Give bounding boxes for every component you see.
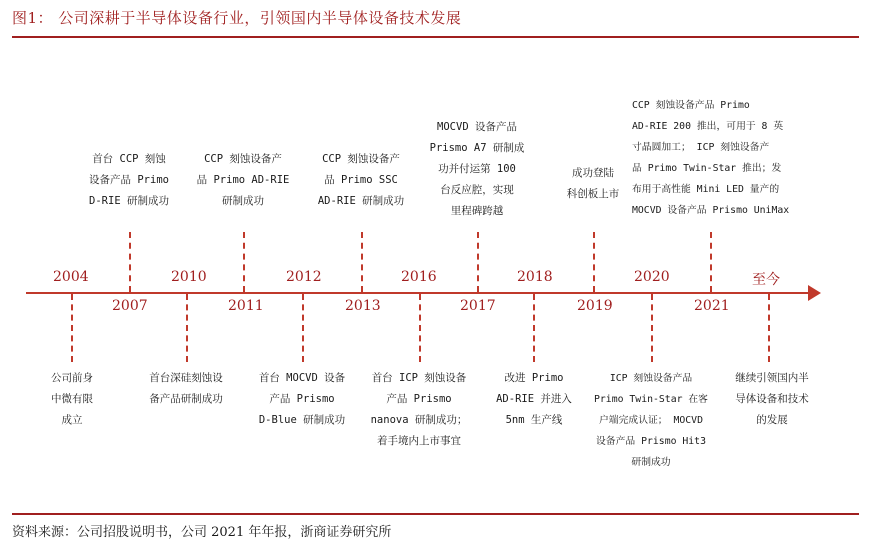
event-note-2013: CCP 刻蚀设备产 品 Primo SSC AD-RIE 研制成功 [317,153,405,207]
year-label: 2013 [345,298,381,314]
event-note-2018: 改进 Primo AD-RIE 并进入 5nm 生产线 [496,372,572,426]
year-label: 2019 [577,298,613,314]
year-label: 2021 [694,298,730,314]
year-label: 2017 [460,298,496,314]
connector-line [71,294,73,362]
event-note-2007: 首台 CCP 刻蚀 设备产品 Primo D-RIE 研制成功 [89,153,169,207]
connector-line [419,294,421,362]
connector-line [243,232,245,292]
connector-line [302,294,304,362]
connector-line [477,232,479,292]
year-label: 2018 [517,269,553,285]
event-note-present: 继续引领国内半 导体设备和技术 的发展 [735,372,809,426]
connector-line [533,294,535,362]
year-label: 2012 [286,269,322,285]
year-label: 2007 [112,298,148,314]
figure-title: 图1： 公司深耕于半导体设备行业，引领国内半导体设备技术发展 [12,9,462,27]
event-note-2011: CCP 刻蚀设备产 品 Primo AD-RIE 研制成功 [196,153,290,207]
event-note-2020: ICP 刻蚀设备产品 Primo Twin-Star 在客 户端完成认证； MOCVD 设备产品 Prismo Hit3 研制成功 [594,373,708,468]
event-note-2004: 公司前身 中微有限 成立 [51,372,93,426]
year-label: 2010 [171,269,207,285]
year-label: 至今 [752,272,780,288]
source-note: 资料来源：公司招股说明书，公司 2021 年年报，浙商证券研究所 [12,525,392,540]
connector-line [593,232,595,292]
connector-line [361,232,363,292]
year-label: 2020 [634,269,670,285]
event-note-2021: CCP 刻蚀设备产品 Primo AD-RIE 200 推出，可用于 8 英 寸晶圆加工； ICP 刻蚀设备产 品 Primo Twin-Star 推出；发 布用于高性能 Mini LED 量产的 MOCVD 设备产品 Prismo UniMax [632,100,790,216]
connector-line [710,232,712,292]
top-divider [12,36,859,38]
event-note-2016: 首台 ICP 刻蚀设备 产品 Prismo nanova 研制成功； 着手境内上市事宜 [370,372,468,447]
timeline-arrow-icon [808,285,821,301]
connector-line [129,232,131,292]
event-note-2019: 成功登陆 科创板上市 [566,167,620,200]
connector-line [186,294,188,362]
year-label: 2016 [401,269,437,285]
year-label: 2004 [53,269,89,285]
bottom-divider [12,513,859,515]
event-note-2010: 首台深硅刻蚀设 备产品研制成功 [149,372,223,405]
connector-line [768,294,770,362]
year-label: 2011 [228,298,264,314]
event-note-2017: MOCVD 设备产品 Prismo A7 研制成 功并付运第 100 台反应腔，实现 里程碑跨越 [429,121,525,217]
event-note-2012: 首台 MOCVD 设备 产品 Prismo D-Blue 研制成功 [258,372,346,426]
connector-line [651,294,653,362]
